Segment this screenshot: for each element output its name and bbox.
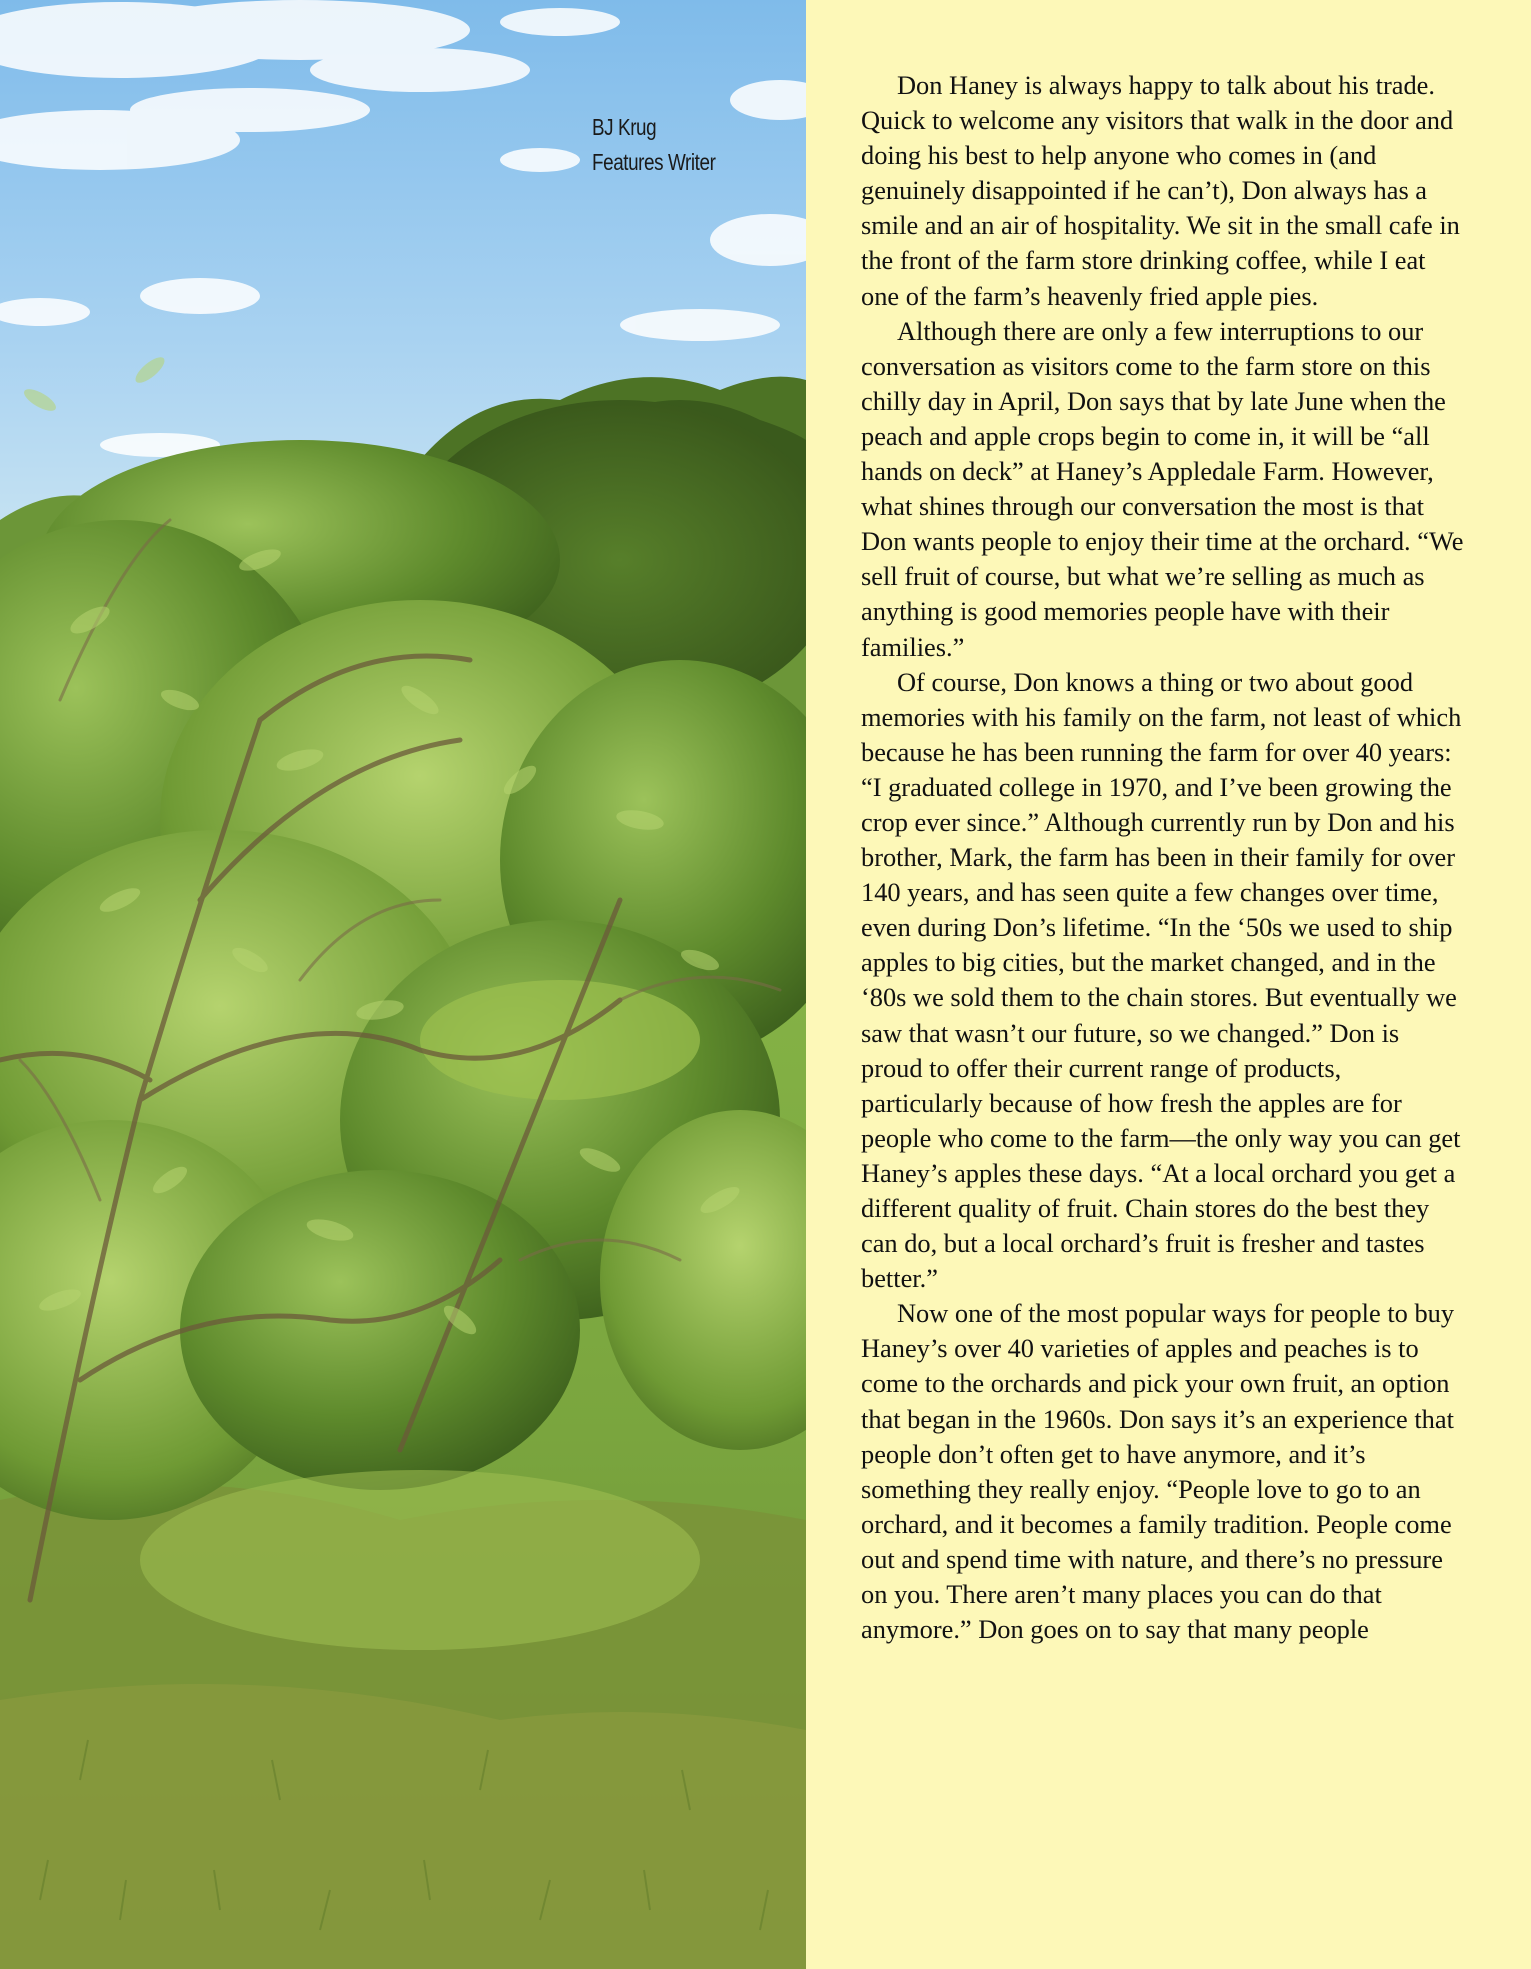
- article-paragraph-4: Now one of the most popular ways for people to buy Haney’s over 40 varieties of apples and peaches is to come to the orchards and pick your own fruit, an option that began in the 1960s. Don says it’s an experience that people don’t often get to have anymore, and it’s something they really enjoy. “People love to go to an orchard, and it becomes a family tradition. People come out and spend time with nature, and there’s no pressure on you. There aren’t many places you can do that anymore.” Don goes on to say that many people: [861, 1298, 1455, 1645]
- author-name: BJ Krug: [592, 114, 657, 140]
- article-paragraph-1: Don Haney is always happy to talk about his trade. Quick to welcome any visitors that walk in the door and doing his best to help anyone who comes in (and genuinely disappointed if he can’t), Don always has a smile and an air of hospitality. We sit in the small cafe in the front of the farm store drinking coffee, while I eat one of the farm’s heavenly fried apple pies.: [861, 70, 1460, 311]
- article-paragraph-2: Although there are only a few interruptions to our conversation as visitors come to the farm store on this chilly day in April, Don says that by late June when the peach and apple crops begin to come in, it will be “all hands on deck” at Haney’s Appledale Farm. However, what shines through our conversation the most is that Don wants people to enjoy their time at the orchard. “We sell fruit of course, but what we’re selling as much as anything is good memories people have with their families.”: [861, 315, 1464, 662]
- author-role: Features Writer: [592, 149, 716, 175]
- article-column: [806, 0, 1531, 1969]
- article-body: [861, 68, 1466, 1647]
- article-paragraph-3: Of course, Don knows a thing or two about good memories with his family on the farm, not least of which because he has been running the farm for over 40 years: “I graduated college in 1970, and I’ve been growing the crop ever since.” Although currently run by Don and his brother, Mark, the farm has been in their family for over 140 years, and has seen quite a few changes over time, even during Don’s lifetime. “In the ‘50s we used to ship apples to big cities, but the market changed, and in the ‘80s we sold them to the chain stores. But eventually we saw that wasn’t our future, so we changed.” Don is proud to offer their current range of products, particularly because of how fresh the apples are for people who come to the farm—the only way you can get Haney’s apples these days. “At a local orchard you get a different quality of fruit. Chain stores do the best they can do, but a local orchard’s fruit is fresher and tastes better.”: [861, 666, 1462, 1294]
- byline: [592, 110, 715, 180]
